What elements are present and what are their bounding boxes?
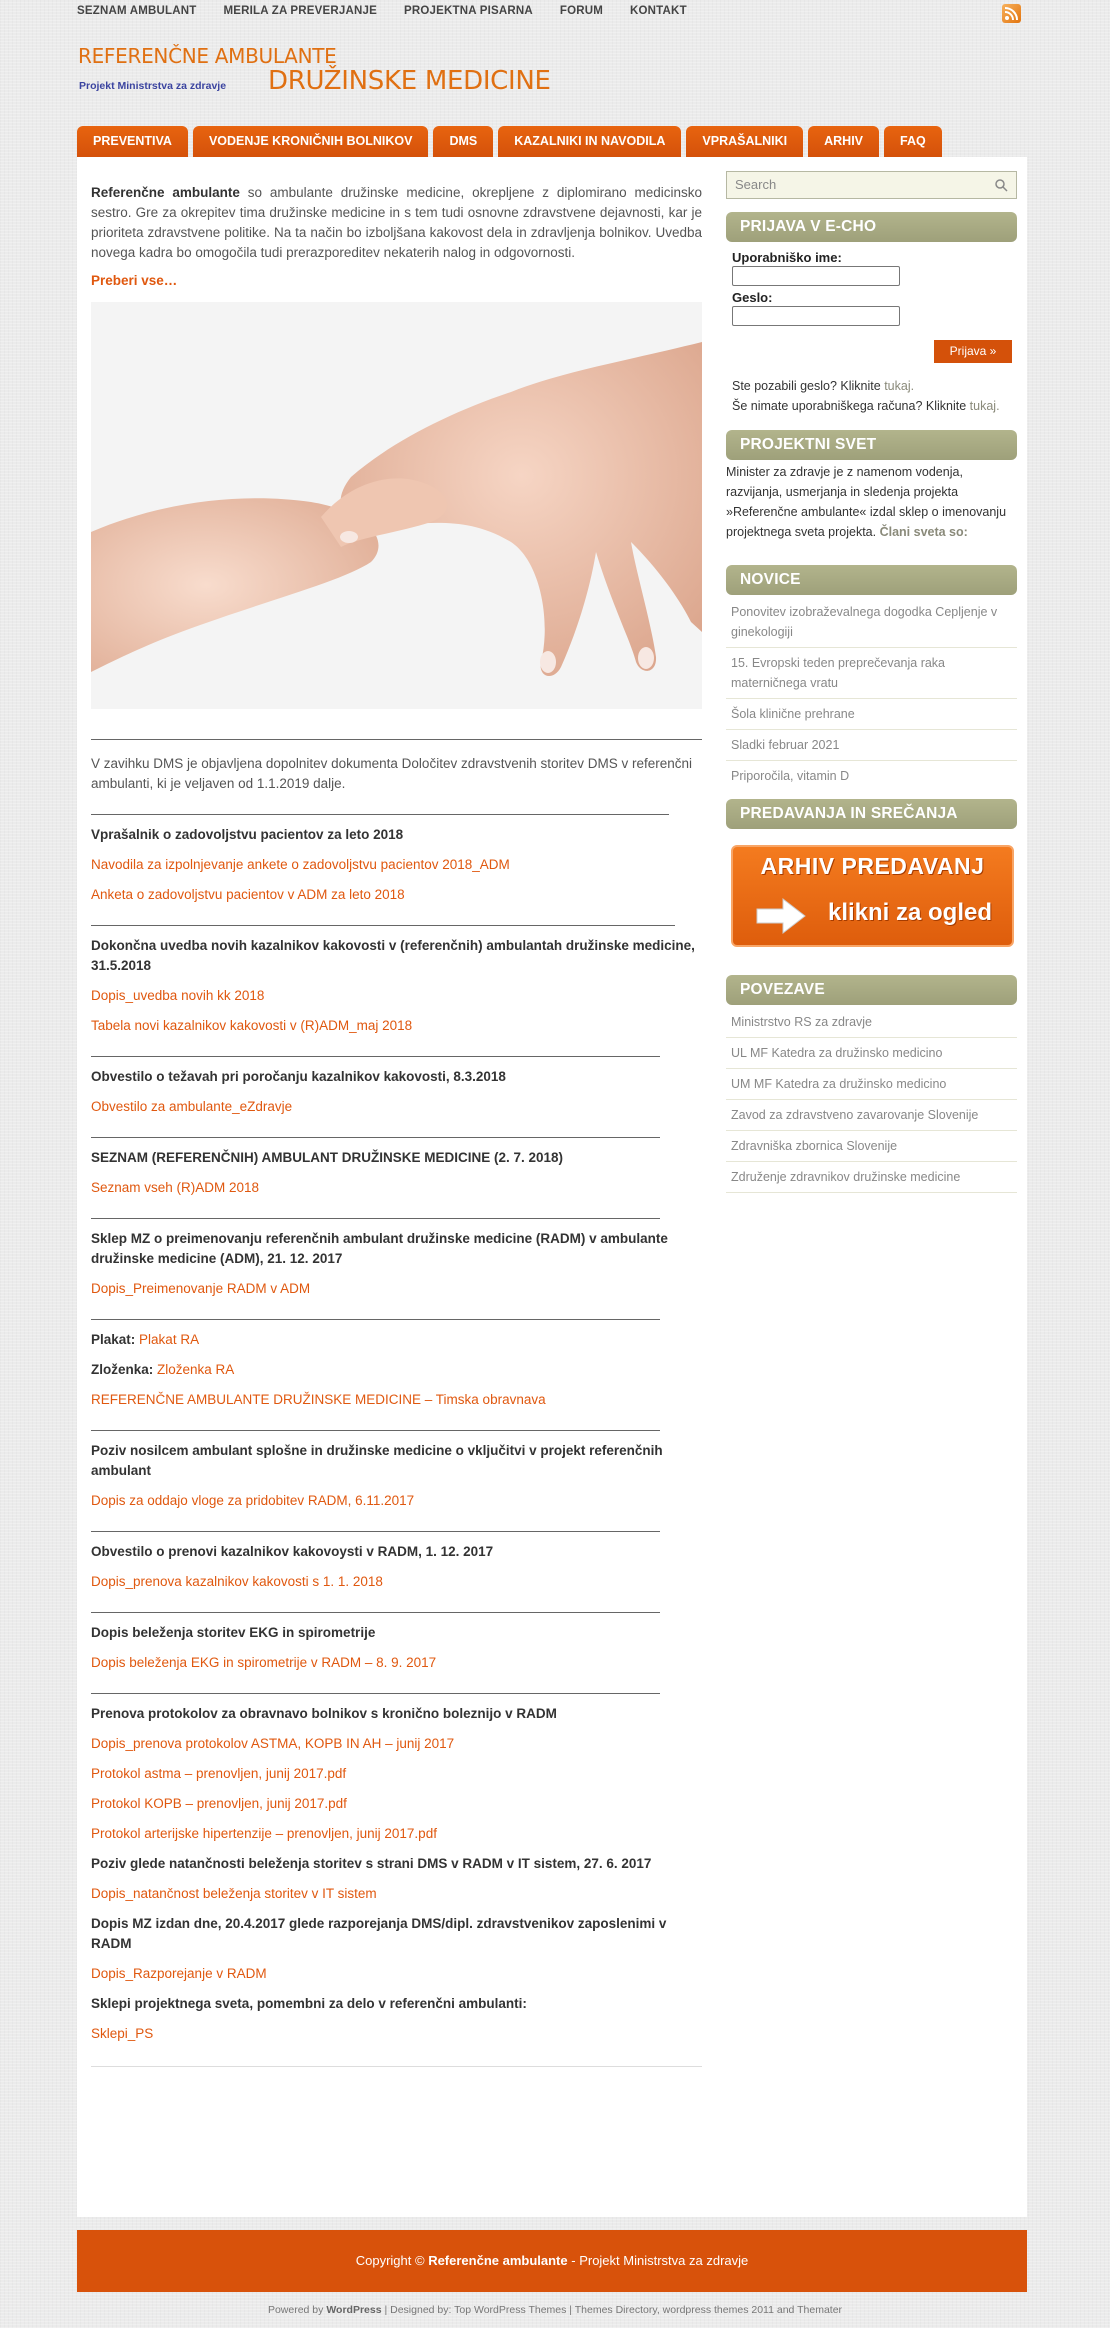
sidebar: [726, 171, 1017, 1193]
login-form: [726, 242, 1017, 376]
forgot-text: Ste pozabili geslo? Kliknite: [732, 379, 881, 393]
intro-paragraph: [91, 183, 702, 263]
logo-line1[interactable]: REFERENČNE AMBULANTE: [78, 44, 337, 68]
rss-icon[interactable]: [1002, 4, 1021, 23]
wordpress-link[interactable]: WordPress: [326, 2304, 382, 2316]
hands-photo: [91, 302, 702, 709]
nav-vodenje-kronicnih[interactable]: VODENJE KRONIČNIH BOLNIKOV: [193, 126, 429, 157]
read-more-link[interactable]: Preberi vse…: [91, 273, 178, 288]
password-label: Geslo:: [732, 290, 773, 305]
news-item[interactable]: Priporočila, vitamin D: [731, 769, 850, 783]
plakat-row: [91, 1330, 702, 1350]
credits-rest: | Designed by: Top WordPress Themes | Themes Directory, wordpress themes 2011 and Themater: [384, 2304, 843, 2316]
archive-line1: ARHIV PREDAVANJ: [760, 853, 985, 879]
footer-site-link[interactable]: Referenčne ambulante: [428, 2253, 568, 2268]
novice-list: [726, 597, 1017, 791]
link-prenova-protokolov[interactable]: Dopis_prenova protokolov ASTMA, KOPB IN AH – junij 2017: [91, 1736, 455, 1751]
predavanja-title: PREDAVANJA IN SREČANJA: [726, 799, 1017, 829]
plakat-label: Plakat:: [91, 1332, 136, 1347]
footer: [77, 2230, 1027, 2292]
section-title: Poziv nosilcem ambulant splošne in družinske medicine o vključitvi v projekt referenčnih ambulant: [91, 1443, 663, 1478]
section-title: Dopis beleženja storitev EKG in spirometrije: [91, 1625, 376, 1640]
powered-by: Powered by: [267, 2304, 324, 2316]
arhiv-predavanj-banner[interactable]: [731, 845, 1014, 947]
section-title: Obvestilo o prenovi kazalnikov kakovoysti v RADM, 1. 12. 2017: [91, 1544, 494, 1559]
link-preimenovanje[interactable]: Dopis_Preimenovanje RADM v ADM: [91, 1281, 311, 1296]
main-navigation: [77, 126, 947, 157]
link-protokol-astma[interactable]: Protokol astma – prenovljen, junij 2017.pdf: [91, 1766, 347, 1781]
dms-note: V zavihku DMS je objavljena dopolnitev dokumenta Določitev zdravstvenih storitev DMS v referenčni ambulanti, ki je veljaven od 1.1.2019 dalje.: [91, 756, 693, 791]
link-obvestilo-ezdravje[interactable]: Obvestilo za ambulante_eZdravje: [91, 1099, 293, 1114]
link-dopis-kk[interactable]: Dopis_uvedba novih kk 2018: [91, 988, 265, 1003]
povezave-title: POVEZAVE: [726, 975, 1017, 1005]
zlozenka-label: Zloženka:: [91, 1362, 154, 1377]
divider: [91, 1693, 660, 1694]
section-title: Dokončna uvedba novih kazalnikov kakovosti v (referenčnih) ambulantah družinske medicine, 31.5.2018: [91, 938, 695, 973]
archive-line2: klikni za ogled: [827, 899, 993, 926]
section-title: Vprašalnik o zadovoljstvu pacientov za leto 2018: [91, 827, 404, 842]
register-link[interactable]: tukaj.: [969, 399, 1000, 413]
username-field[interactable]: [732, 266, 900, 286]
arrow-right-icon: [755, 897, 807, 935]
section-title: Prenova protokolov za obravnavo bolnikov s kronično boleznijo v RADM: [91, 1706, 557, 1721]
search-input[interactable]: [726, 171, 1017, 199]
divider: [91, 1319, 660, 1320]
search-placeholder: Search: [735, 177, 777, 192]
noaccount-text: Še nimate uporabniškega računa? Kliknite: [732, 399, 967, 413]
svet-text: Minister za zdravje je z namenom vodenja, razvijanja, usmerjanja in sledenja projekta »Referenčne ambulante« izdal sklep o imenovanju projektnega sveta projekta.: [726, 465, 1007, 539]
link-anketa-2018[interactable]: Anketa o zadovoljstvu pacientov v ADM za leto 2018: [91, 887, 405, 902]
nav-vprasalniki[interactable]: VPRAŠALNIKI: [686, 126, 803, 157]
divider: [91, 1137, 660, 1138]
section-title: Dopis MZ izdan dne, 20.4.2017 glede razporejanja DMS/dipl. zdravstvenikov zaposlenimi v RADM: [91, 1916, 667, 1951]
section-title: Obvestilo o težavah pri poročanju kazalnikov kakovosti, 8.3.2018: [91, 1069, 506, 1084]
link-item[interactable]: Zavod za zdravstveno zavarovanje Slovenije: [726, 1100, 1017, 1131]
divider: [91, 739, 702, 740]
divider: [91, 1612, 660, 1613]
nav-arhiv[interactable]: ARHIV: [808, 126, 879, 157]
intro-text: so ambulante družinske medicine, okrepljene z diplomirano medicinsko sestro. Gre za okrepitev tima družinske medicine in s tem tudi osnovne zdravstvene dejavnosti, kar je prioriteta zdravstvene politike. Na ta način bo izboljšana kakovost dela in zdravljenja bolnikov. Uvedba novega kadra bo omogočila tudi prerazporeditev nekaterih nalog in odgovornosti.: [91, 185, 702, 260]
link-prenova-kk[interactable]: Dopis_prenova kazalnikov kakovosti s 1. 1. 2018: [91, 1574, 383, 1589]
intro-bold: Referenčne ambulante: [91, 185, 240, 200]
divider: [91, 1056, 660, 1057]
projektni-svet-text: [726, 462, 1017, 542]
topnav-kontakt[interactable]: KONTAKT: [630, 5, 687, 17]
logo-line2[interactable]: DRUŽINSKE MEDICINE: [268, 66, 551, 96]
zlozenka-row: [91, 1360, 702, 1380]
forgot-password-text: [726, 376, 1017, 396]
forgot-link[interactable]: tukaj.: [884, 379, 915, 393]
section-title: SEZNAM (REFERENČNIH) AMBULANT DRUŽINSKE MEDICINE (2. 7. 2018): [91, 1150, 564, 1165]
divider: [91, 1218, 660, 1219]
section-title: Poziv glede natančnosti beleženja storitev s strani DMS v RADM v IT sistem, 27. 6. 2017: [91, 1856, 652, 1871]
link-navodila-anketa[interactable]: Navodila za izpolnjevanje ankete o zadovoljstvu pacientov 2018_ADM: [91, 857, 510, 872]
search-icon[interactable]: [994, 178, 1008, 192]
link-razporejanje[interactable]: Dopis_Razporejanje v RADM: [91, 1966, 267, 1981]
nav-kazalniki[interactable]: KAZALNIKI IN NAVODILA: [498, 126, 681, 157]
password-field[interactable]: [732, 306, 900, 326]
copyright-prefix: Copyright ©: [355, 2253, 425, 2268]
link-zlozenka[interactable]: Zloženka RA: [157, 1362, 235, 1377]
link-protokol-kopb[interactable]: Protokol KOPB – prenovljen, junij 2017.pdf: [91, 1796, 347, 1811]
nav-dms[interactable]: DMS: [433, 126, 493, 157]
link-item[interactable]: Ministrstvo RS za zdravje: [726, 1007, 1017, 1038]
topnav-merila[interactable]: MERILA ZA PREVERJANJE: [223, 5, 377, 17]
copyright-suffix: - Projekt Ministrstva za zdravje: [571, 2253, 749, 2268]
credits: [0, 2304, 1110, 2316]
news-item[interactable]: Šola klinične prehrane: [726, 699, 1017, 730]
link-tabela-kk[interactable]: Tabela novi kazalnikov kakovosti v (R)ADM_maj 2018: [91, 1018, 413, 1033]
link-sklepi-ps[interactable]: Sklepi_PS: [91, 2026, 154, 2041]
username-label: Uporabniško ime:: [732, 250, 842, 265]
projektni-svet-title: PROJEKTNI SVET: [726, 430, 1017, 460]
link-natancnost[interactable]: Dopis_natančnost beleženja storitev v IT sistem: [91, 1886, 377, 1901]
topnav-forum[interactable]: FORUM: [559, 5, 604, 17]
topnav-seznam-ambulant[interactable]: SEZNAM AMBULANT: [77, 5, 197, 17]
news-item[interactable]: Sladki februar 2021: [726, 730, 1017, 761]
povezave-list: [726, 1007, 1017, 1193]
divider: [91, 2066, 702, 2067]
link-seznam-radm[interactable]: Seznam vseh (R)ADM 2018: [91, 1180, 260, 1195]
register-text: [726, 396, 1017, 416]
link-item[interactable]: UM MF Katedra za družinsko medicino: [726, 1069, 1017, 1100]
topnav-projektna-pisarna[interactable]: PROJEKTNA PISARNA: [404, 5, 533, 17]
divider: [91, 1430, 660, 1431]
login-widget-title: PRIJAVA V E-CHO: [726, 212, 1017, 242]
news-item[interactable]: 15. Evropski teden preprečevanja raka materničnega vratu: [726, 648, 1017, 699]
nav-faq[interactable]: FAQ: [884, 126, 942, 157]
divider: [91, 1531, 660, 1532]
link-item[interactable]: Združenje zdravnikov družinske medicine: [726, 1162, 1017, 1193]
divider: [91, 925, 675, 926]
nav-preventiva[interactable]: PREVENTIVA: [77, 126, 188, 157]
link-oddaja-vloge[interactable]: Dopis za oddajo vloge za pridobitev RADM, 6.11.2017: [91, 1493, 415, 1508]
divider: [91, 814, 669, 815]
top-navigation: [77, 0, 714, 22]
section-title: Sklepi projektnega sveta, pomembni za delo v referenčni ambulanti:: [91, 1996, 527, 2011]
link-item[interactable]: UL MF Katedra za družinsko medicino: [726, 1038, 1017, 1069]
link-plakat[interactable]: Plakat RA: [139, 1332, 200, 1347]
login-button[interactable]: Prijava »: [934, 340, 1012, 363]
link-protokol-ah[interactable]: Protokol arterijske hipertenzije – prenovljen, junij 2017.pdf: [91, 1826, 437, 1841]
link-item[interactable]: Zdravniška zbornica Slovenije: [726, 1131, 1017, 1162]
logo-subtitle: Projekt Ministrstva za zdravje: [79, 80, 227, 92]
link-ekg-spirometrija[interactable]: Dopis beleženja EKG in spirometrije v RADM – 8. 9. 2017: [91, 1655, 437, 1670]
main-content: [91, 183, 702, 2067]
link-timska-obravnava[interactable]: REFERENČNE AMBULANTE DRUŽINSKE MEDICINE – Timska obravnava: [91, 1392, 546, 1407]
section-title: Sklep MZ o preimenovanju referenčnih ambulant družinske medicine (RADM) v ambulante družinske medicine (ADM), 21. 12. 2017: [91, 1231, 668, 1266]
novice-title: NOVICE: [726, 565, 1017, 595]
svet-members-link[interactable]: Člani sveta so:: [879, 525, 968, 539]
news-item[interactable]: Ponovitev izobraževalnega dogodka Cepljenje v ginekologiji: [726, 597, 1017, 648]
